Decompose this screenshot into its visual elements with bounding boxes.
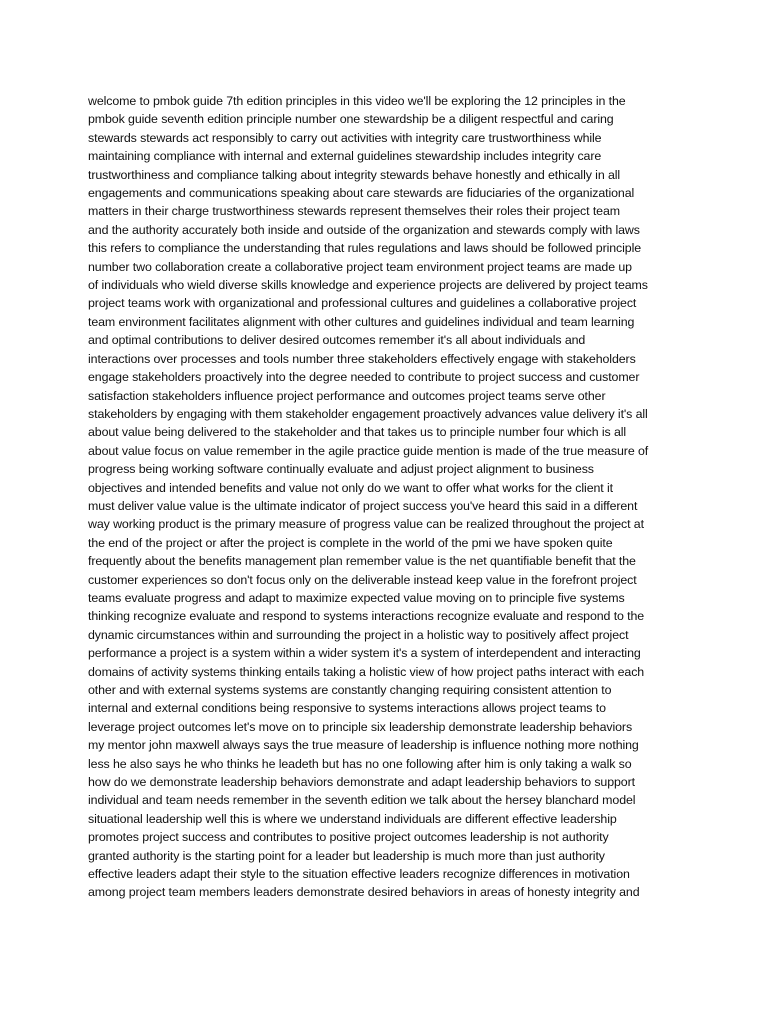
text-line: my mentor john maxwell always says the true measure of leadership is influence nothing more nothing: [88, 738, 639, 753]
text-line: project teams work with organizational and professional cultures and guidelines a collaborative project: [88, 296, 637, 311]
text-line: situational leadership well this is where we understand individuals are different effective leadership: [88, 811, 617, 826]
text-line: stakeholders by engaging with them stakeholder engagement proactively advances value delivery it's all: [88, 406, 648, 421]
text-line: customer experiences so don't focus only on the deliverable instead keep value in the forefront project: [88, 572, 637, 587]
text-line: about value focus on value remember in the agile practice guide mention is made of the true measure of: [88, 443, 649, 458]
text-line: progress being working software continually evaluate and adjust project alignment to business: [88, 462, 594, 477]
text-line: frequently about the benefits management plan remember value is the net quantifiable benefit that the: [88, 554, 636, 569]
text-line: leverage project outcomes let's move on to principle six leadership demonstrate leadership behaviors: [88, 719, 633, 734]
text-line: how do we demonstrate leadership behaviors demonstrate and adapt leadership behaviors to support: [88, 775, 635, 790]
text-line: and optimal contributions to deliver desired outcomes remember it's all about individuals and: [88, 333, 586, 348]
text-line: domains of activity systems thinking entails taking a holistic view of how project paths interact with each: [88, 664, 645, 679]
text-line: and the authority accurately both inside and outside of the organization and stewards comply with laws: [88, 222, 640, 237]
text-line: about value being delivered to the stakeholder and that takes us to principle number four which is all: [88, 425, 627, 440]
text-line: individual and team needs remember in the seventh edition we talk about the hersey blanchard model: [88, 793, 636, 808]
text-line: welcome to pmbok guide 7th edition principles in this video we'll be exploring the 12 principles in the: [88, 94, 626, 108]
transcript-paragraph: [88, 92, 688, 902]
text-line: of individuals who wield diverse skills knowledge and experience projects are delivered by project teams: [88, 278, 648, 293]
text-line: engagements and communications speaking about care stewards are fiduciaries of the organizational: [88, 186, 635, 201]
text-line: internal and external conditions being responsive to systems interactions allows project teams to: [88, 701, 606, 716]
text-line: team environment facilitates alignment with other cultures and guidelines individual and team learning: [88, 314, 635, 329]
text-line: granted authority is the starting point for a leader but leadership is much more than just authority: [88, 848, 605, 863]
text-line: thinking recognize evaluate and respond to systems interactions recognize evaluate and respond to the: [88, 609, 645, 624]
text-line: promotes project success and contributes to positive project outcomes leadership is not authority: [88, 830, 609, 845]
text-line: objectives and intended benefits and value not only do we want to offer what works for the client it: [88, 480, 613, 495]
text-line: interactions over processes and tools number three stakeholders effectively engage with stakeholders: [88, 351, 636, 366]
text-line: pmbok guide seventh edition principle number one stewardship be a diligent respectful and caring: [88, 112, 614, 127]
text-line: this refers to compliance the understanding that rules regulations and laws should be followed principle: [88, 241, 642, 256]
text-line: teams evaluate progress and adapt to maximize expected value moving on to principle five systems: [88, 590, 625, 605]
text-line: among project team members leaders demonstrate desired behaviors in areas of honesty integrity and: [88, 885, 640, 900]
text-line: maintaining compliance with internal and external guidelines stewardship includes integrity care: [88, 149, 602, 164]
text-line: stewards stewards act responsibly to carry out activities with integrity care trustworthiness while: [88, 130, 602, 145]
text-line: other and with external systems systems are constantly changing requiring consistent attention to: [88, 683, 612, 697]
text-line: number two collaboration create a collaborative project team environment project teams are made up: [88, 259, 632, 274]
text-line: must deliver value value is the ultimate indicator of project success you've heard this said in a different: [88, 498, 638, 513]
text-line: performance a project is a system within a wider system it's a system of interdependent and interacting: [88, 646, 641, 661]
text-line: satisfaction stakeholders influence project performance and outcomes project teams serve other: [88, 388, 606, 403]
text-line: trustworthiness and compliance talking about integrity stewards behave honestly and ethically in all: [88, 167, 621, 182]
text-line: matters in their charge trustworthiness stewards represent themselves their roles their project team: [88, 204, 620, 219]
text-line: dynamic circumstances within and surrounding the project in a holistic way to positively affect project: [88, 627, 629, 642]
text-line: engage stakeholders proactively into the degree needed to contribute to project success and customer: [88, 370, 640, 385]
text-line: effective leaders adapt their style to the situation effective leaders recognize differences in motivation: [88, 867, 630, 882]
text-line: the end of the project or after the project is complete in the world of the pmi we have spoken quite: [88, 535, 613, 550]
text-line: way working product is the primary measure of progress value can be realized throughout the project at: [88, 517, 644, 532]
text-line: less he also says he who thinks he leadeth but has no one following after him is only taking a walk so: [88, 756, 632, 771]
